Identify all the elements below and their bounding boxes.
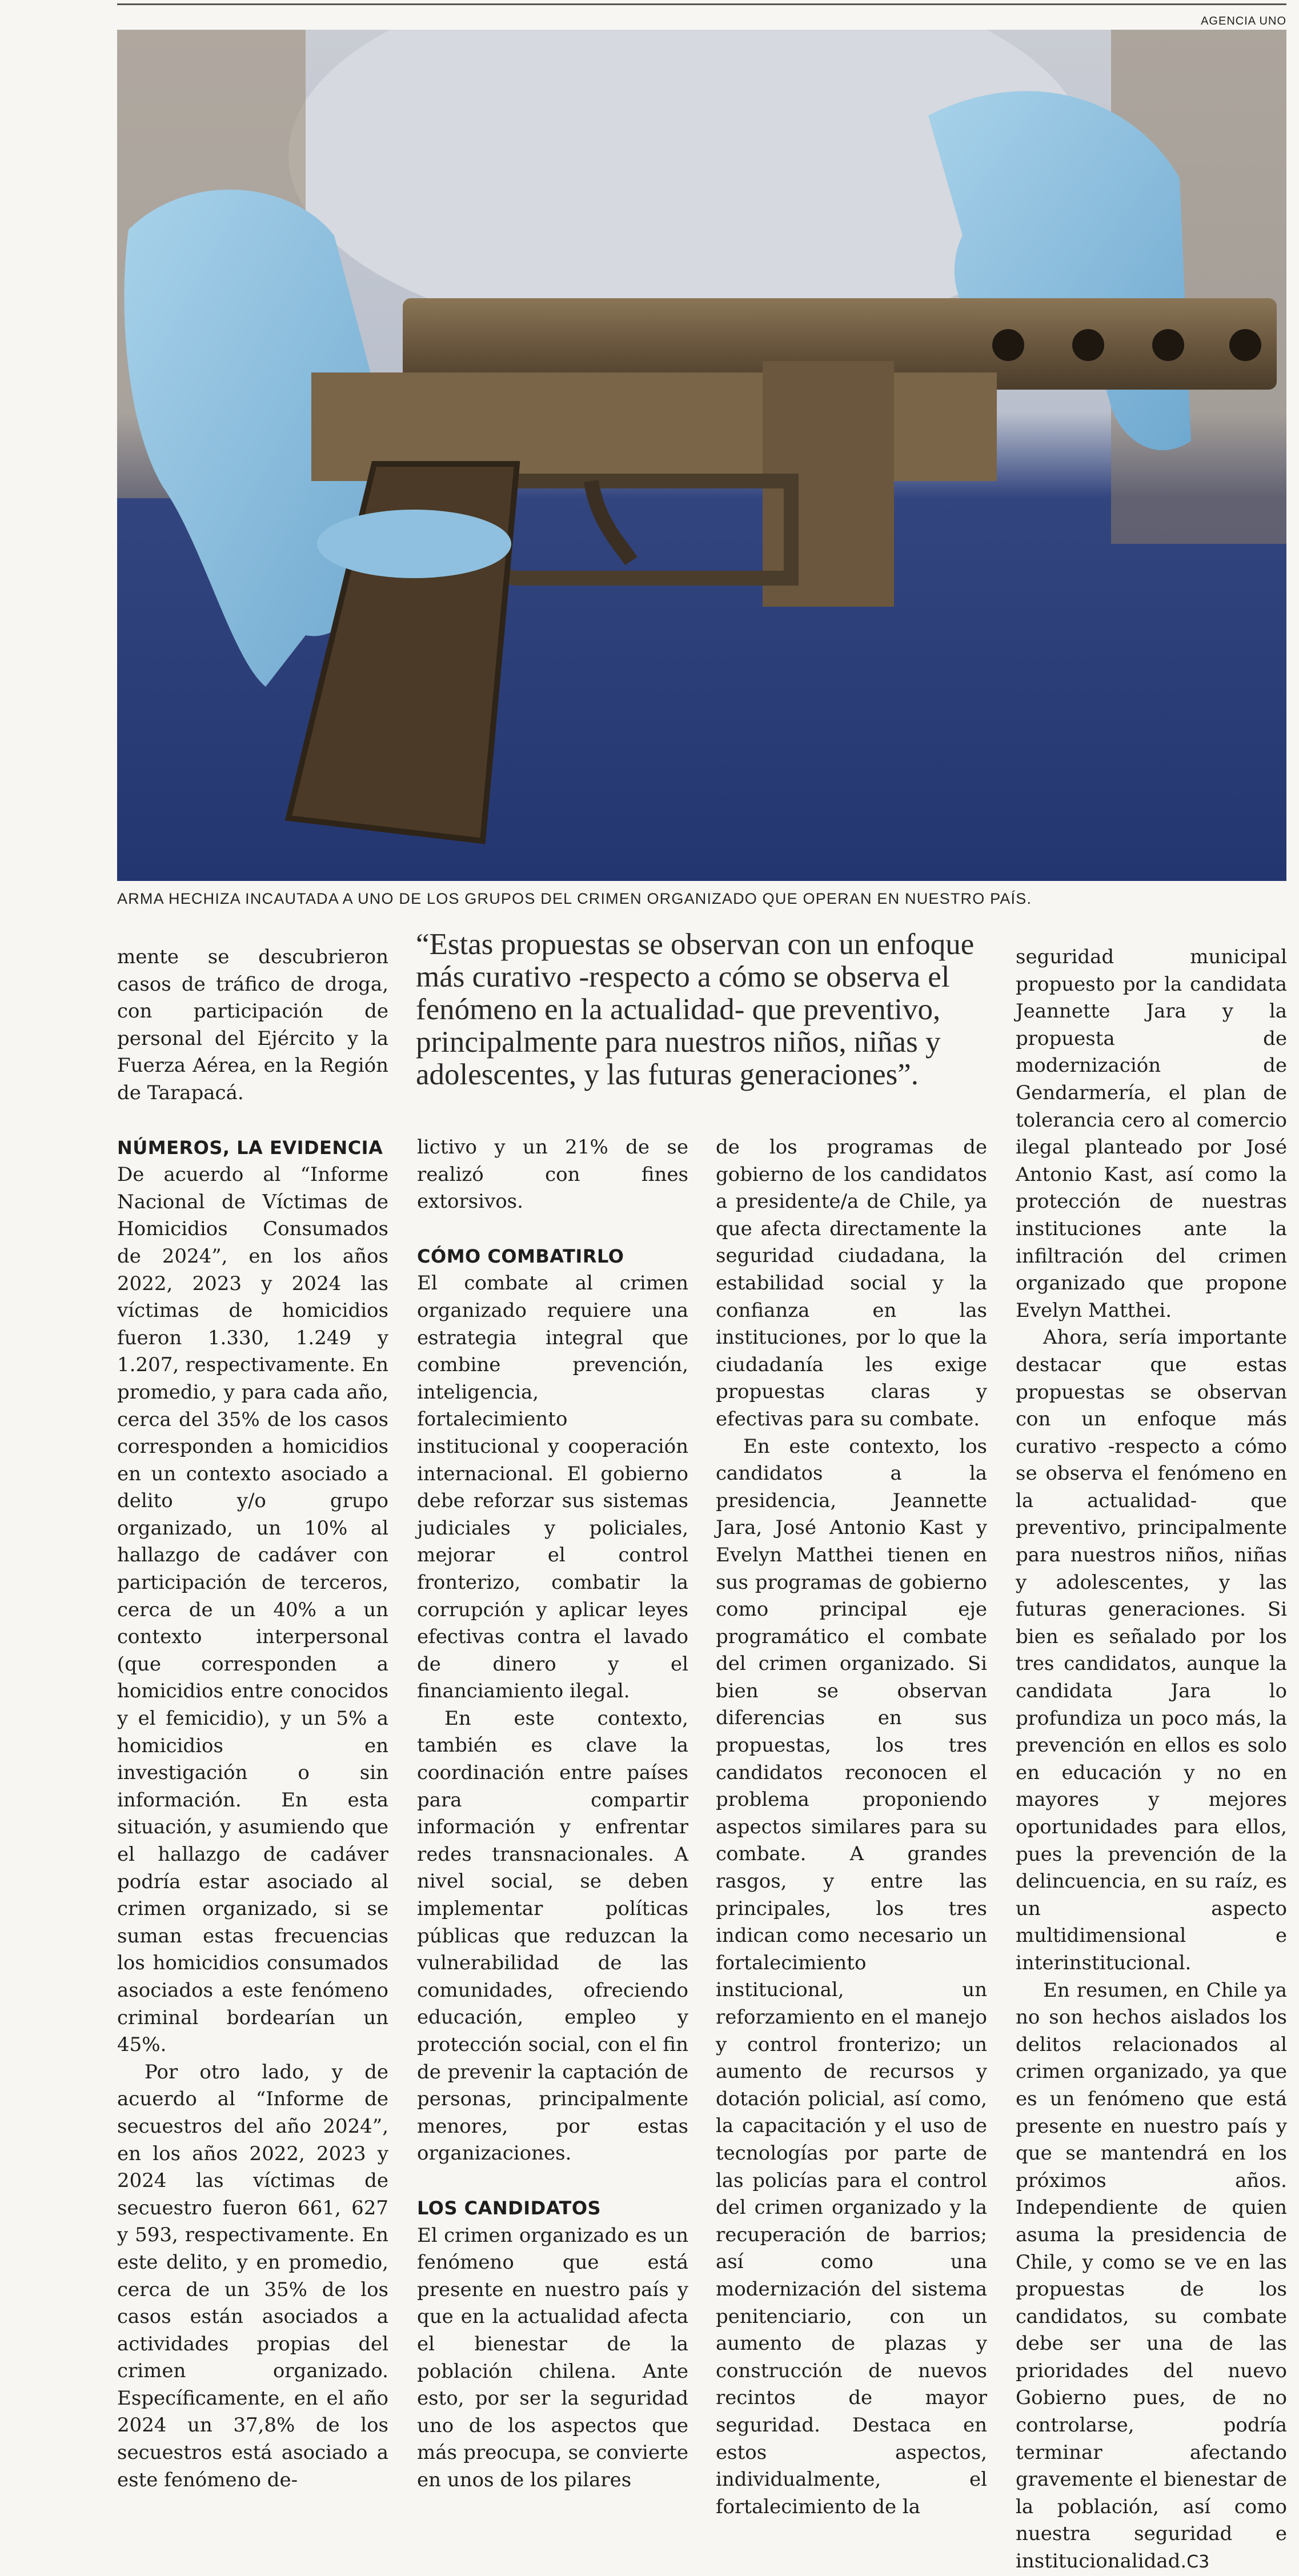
paragraph: seguridad municipal propuesto por la candidata Jeannette Jara y la propuesta de modernización de Gendarmería, el plan de tolerancia cero al comercio ilegal planteado por José Antonio Kast, así como la protección de nuestras instituciones ante la infiltración del crimen organizado que propone Evelyn Matthei.	[1016, 946, 1287, 1322]
paragraph: De acuerdo al “Informe Nacional de Víctimas de Homicidios Consumados de 2024”, en los años 2022, 2023 y 2024 las víctimas de homicidios fueron 1.330, 1.249 y 1.207, respectivamente. En promedio, y para cada año, cerca del 35% de los casos corresponden a homicidios en un contexto asociado a delito y/o grupo organizado, un 10% al hallazgo de cadáver con participación de terceros, cerca de un 40% a un contexto interpersonal (que corresponden a homicidios entre conocidos y el femicidio), y un 5% a homicidios en investigación o sin información. En esta situación, y asumiendo que el hallazgo de cadáver podría estar asociado al crimen organizado, si se suman estas frecuencias los homicidios consumados asociados a este fenómeno criminal bordearían un 45%.	[117, 1163, 388, 2057]
article-column-4	[1016, 944, 1287, 2576]
paragraph: Por otro lado, y de acuerdo al “Informe de secuestros del año 2024”, en los años 2022, 2023 y 2024 las víctimas de secuestro fueron 661, 627 y 593, respectivamente. En este delito, y en promedio, cerca de un 35% de los casos están asociados a actividades propias del crimen organizado. Específicamente, en el año 2024 un 37,8% de los secuestros está asociado a este fenómeno de-	[117, 2060, 388, 2491]
paragraph: mente se descubrieron casos de tráfico de droga, con participación de personal del Ejército y la Fuerza Aérea, en la Región de Tarapacá.	[117, 946, 388, 1104]
photo-caption: ARMA HECHIZA INCAUTADA A UNO DE LOS GRUPOS DEL CRIMEN ORGANIZADO QUE OPERAN EN NUESTRO PAÍS.	[117, 890, 1032, 907]
paragraph: lictivo y un 21% de se realizó con fines extorsivos.	[417, 1136, 688, 1213]
article-column-3	[716, 1134, 987, 2521]
paragraph-text: En resumen, en Chile ya no son hechos aislados los delitos relacionados al crimen organizado, ya que es un fenómeno que está presente en nuestro país y que se mantendrá en los próximos años. Independiente de quien asuma la presidencia de Chile, y como se ve en las propuestas de los candidatos, su combate debe ser una de las prioridades del nuevo Gobierno pues, de no controlarse, podría terminar afectando gravemente el bienestar de la población, así como nuestra seguridad e institucionalidad.	[1016, 1978, 1287, 2573]
photo-credit: AGENCIA UNO	[1201, 15, 1286, 27]
article-column-2	[417, 1134, 688, 2494]
section-heading: LOS CANDIDATOS	[417, 2197, 602, 2219]
section-heading: CÓMO COMBATIRLO	[417, 1245, 624, 1267]
paragraph	[1016, 1977, 1287, 2576]
top-rule	[117, 3, 1286, 5]
paragraph: En este contexto, los candidatos a la presidencia, Jeannette Jara, José Antonio Kast y Evelyn Matthei tienen en sus programas de gobierno como principal eje programático el combate del crimen organizado. Si bien se observan diferencias en sus propuestas, los tres candidatos reconocen el problema proponiendo aspectos similares para su combate. A grandes rasgos, y entre las principales, los tres indican como necesario un fortalecimiento institucional, un reforzamiento en el manejo y control fronterizo; un aumento de recursos y dotación policial, así como, la capacitación y el uso de tecnologías por parte de las policías para el control del crimen organizado y la recuperación de barrios; así como una modernización del sistema penitenciario, con un aumento de plazas y construcción de nuevos recintos de mayor seguridad. Destaca en estos aspectos, individualmente, el fortalecimiento de la	[716, 1435, 987, 2518]
paragraph: Ahora, sería importante destacar que estas propuestas se observan con un enfoque más curativo -respecto a cómo se observa el fenómeno en la actualidad- que preventivo, principalmente para nuestros niños, niñas y adolescentes, y las futuras generaciones. Si bien es señalado por los tres candidatos, aunque la candidata Jara lo profundiza un poco más, la prevención en ellos es solo en educación y no en mayores y mejores oportunidades para ellos, pues la prevención de la delincuencia, en su raíz, es un aspecto multidimensional e interinstitucional.	[1016, 1326, 1287, 1974]
article-photo	[117, 30, 1286, 881]
paragraph: de los programas de gobierno de los candidatos a presidente/a de Chile, ya que afecta directamente la seguridad ciudadana, la estabilidad social y la confianza en las instituciones, por lo que la ciudadanía les exige propuestas claras y efectivas para su combate.	[716, 1136, 987, 1431]
paragraph: En este contexto, también es clave la coordinación entre países para compartir información y enfrentar redes transnacionales. A nivel social, se deben implementar políticas públicas que reduzcan la vulnerabilidad de las comunidades, ofreciendo educación, empleo y protección social, con el fin de prevenir la captación de personas, principalmente menores, por estas organizaciones.	[417, 1706, 688, 2165]
paragraph: El crimen organizado es un fenómeno que está presente en nuestro país y que en la actualidad afecta el bienestar de la población chilena. Ante esto, por ser la seguridad uno de los aspectos que más preocupa, se convierte en unos de los pilares	[417, 2224, 688, 2491]
paragraph: El combate al crimen organizado requiere una estrategia integral que combine prevención, inteligencia, fortalecimiento institucional y cooperación internacional. El gobierno debe reforzar sus sistemas judiciales y policiales, mejorar el control fronterizo, combatir la corrupción y aplicar leyes efectivas contra el lavado de dinero y el financiamiento ilegal.	[417, 1272, 688, 1703]
end-mark: C3	[1186, 2552, 1210, 2573]
article-column-1	[117, 944, 388, 2494]
pull-quote: “Estas propuestas se observan con un enfoque más curativo -respecto a cómo se observa el fenómeno en la actualidad- que preventivo, principalmente para nuestros niños, niñas y adolescentes, y las futuras generaciones”.	[416, 928, 975, 1091]
section-heading: NÚMEROS, LA EVIDENCIA	[117, 1136, 383, 1159]
